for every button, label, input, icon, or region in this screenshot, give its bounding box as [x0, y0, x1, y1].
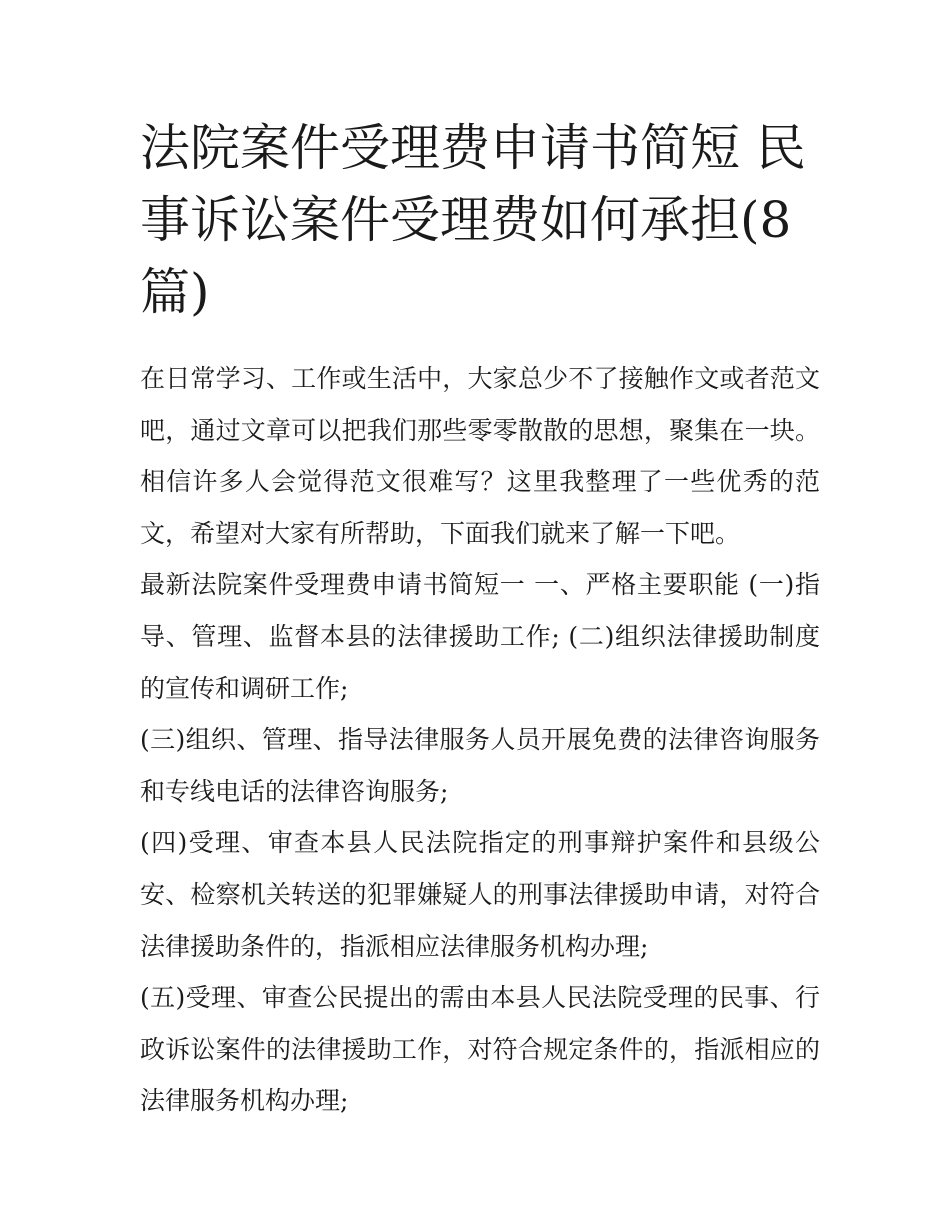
paragraph-duties-1-2: 最新法院案件受理费申请书简短一 一、严格主要职能 (一)指导、管理、监督本县的法律援助工作; (二)组织法律援助制度的宣传和调研工作;	[140, 570, 820, 703]
paragraph-duty-4: (四)受理、审查本县人民法院指定的刑事辩护案件和县级公安、检察机关转送的犯罪嫌疑人的刑事法律援助申请，对符合法律援助条件的，指派相应法律服务机构办理;	[140, 828, 820, 961]
document-body	[140, 353, 820, 1127]
paragraph-duty-5: (五)受理、审查公民提出的需由本县人民法院受理的民事、行政诉讼案件的法律援助工作，对符合规定条件的，指派相应的法律服务机构办理;	[140, 983, 820, 1116]
intro-paragraph: 在日常学习、工作或生活中，大家总少不了接触作文或者范文吧，通过文章可以把我们那些零零散散的思想，聚集在一块。相信许多人会觉得范文很难写？这里我整理了一些优秀的范文，希望对大家有所帮助，下面我们就来了解一下吧。	[140, 364, 820, 548]
paragraph-duty-3: (三)组织、管理、指导法律服务人员开展免费的法律咨询服务和专线电话的法律咨询服务;	[140, 725, 820, 806]
document-title: 法院案件受理费申请书简短 民事诉讼案件受理费如何承担(8篇)	[140, 119, 806, 321]
